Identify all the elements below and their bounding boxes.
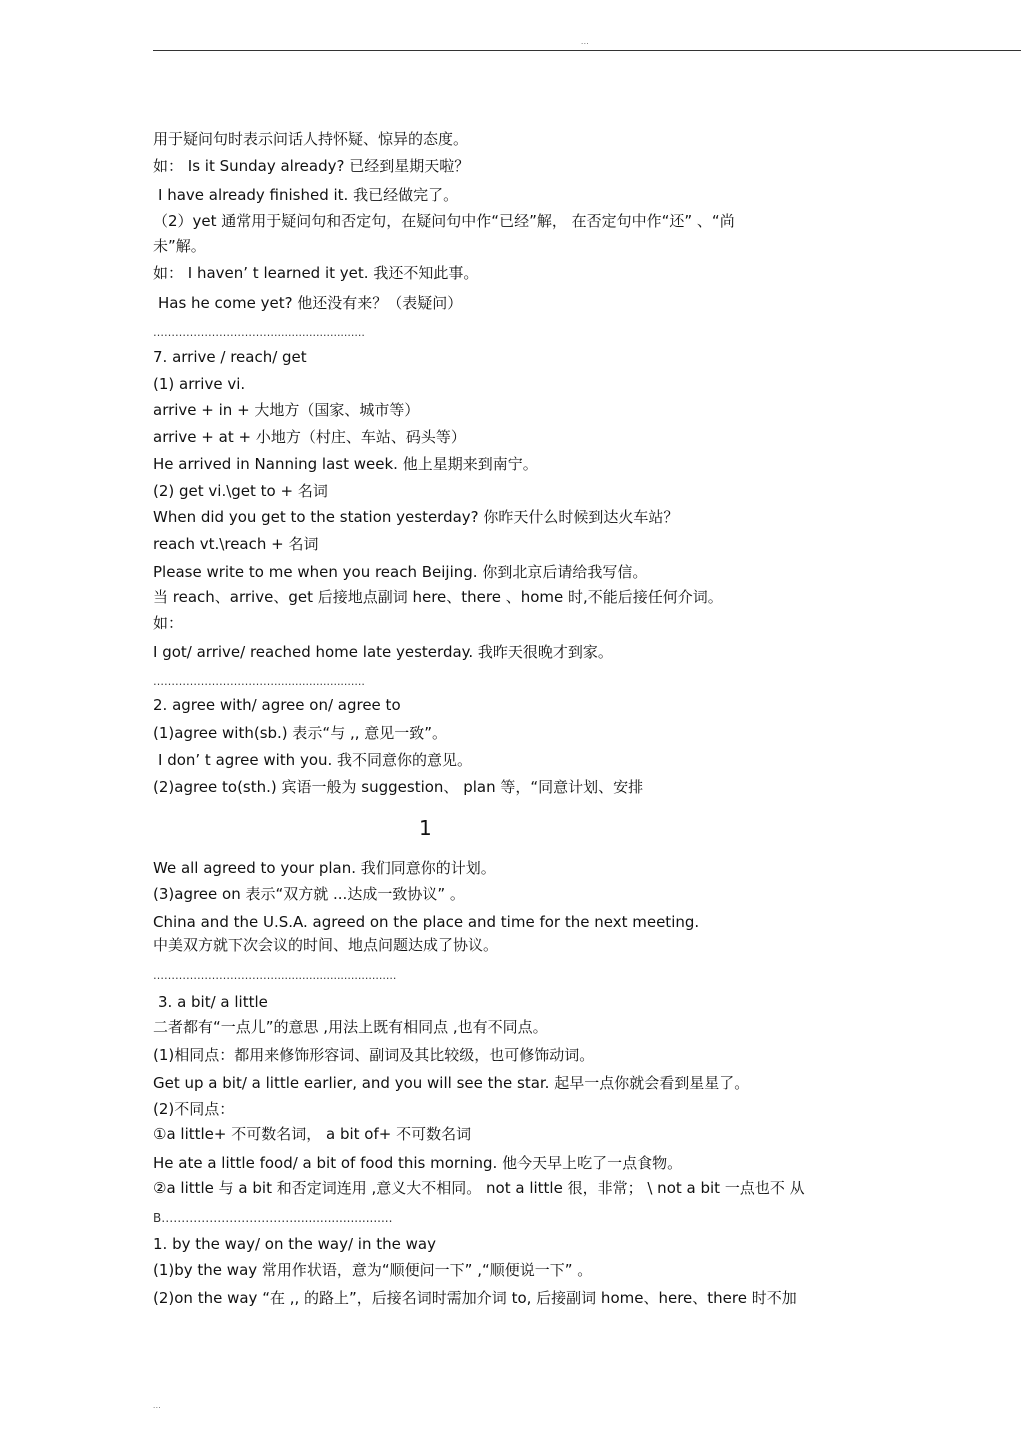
text-line: arrive + in + 大地方（国家、城市等） [153,401,420,419]
text-line: I got/ arrive/ reached home late yesterday. 我昨天很晚才到家。 [153,643,613,661]
text-line: We all agreed to your plan. 我们同意你的计划。 [153,859,496,877]
text-line: 如： Is it Sunday already? 已经到星期天啦？ [153,157,470,175]
text-line: (2)不同点： [153,1100,235,1118]
separator: …………………………….......................... [153,675,365,688]
text-line: (2)agree to(sth.) 宾语一般为 suggestion、 plan 等，“同意计划、安排 [153,778,644,796]
text-line: I have already finished it. 我已经做完了。 [158,186,459,204]
text-line: 当 reach、arrive、get 后接地点副词 here、there 、home 时,不能后接任何介词。 [153,588,723,606]
text-line: Has he come yet? 他还没有来？（表疑问） [158,294,463,312]
separator: …………………………….......................... [153,326,365,339]
header-rule [153,50,1021,51]
text-line: (2) get vi.\get to + 名词 [153,482,328,500]
text-line: 中美双方就下次会议的时间、地点问题达成了协议。 [153,936,499,954]
text-line: (2)on the way “在 ,, 的路上”，后接名词时需加介词 to, 后接副词 home、here、there 时不加 [153,1289,797,1307]
text-line: (1) arrive vi. [153,375,246,393]
text-line: ①a little+ 不可数名词， a bit of+ 不可数名词 [153,1125,472,1143]
text-line: 二者都有“一点儿”的意思 ,用法上既有相同点 ,也有不同点。 [153,1018,548,1036]
text-line: (1)by the way 常用作状语，意为“顺便问一下” ,“顺便说一下” 。 [153,1261,593,1279]
separator: B…………………………….......................... [153,1211,393,1225]
text-line: reach vt.\reach + 名词 [153,535,319,553]
text-line: 未”解。 [153,237,206,255]
text-line: He ate a little food/ a bit of food this morning. 他今天早上吃了一点食物。 [153,1154,683,1172]
text-line: He arrived in Nanning last week. 他上星期来到南宁。 [153,455,538,473]
header-dots: ... [581,38,590,46]
text-line: ②a little 与 a bit 和否定词连用 ,意义大不相同。 not a little 很，非常； \ not a bit 一点也不 从 [153,1179,805,1197]
separator: ……………………………................................... [153,969,397,982]
text-line: China and the U.S.A. agreed on the place and time for the next meeting. [153,913,700,931]
footer-dots: ... [153,1402,162,1410]
section-heading: 2. agree with/ agree on/ agree to [153,696,401,714]
section-heading: 7. arrive / reach/ get [153,348,307,366]
text-line: （2）yet 通常用于疑问句和否定句，在疑问句中作“已经”解， 在否定句中作“还” 、“尚 [153,212,735,230]
text-line: (1)相同点：都用来修饰形容词、副词及其比较级，也可修饰动词。 [153,1046,595,1064]
section-heading: 3. a bit/ a little [158,993,268,1011]
text-line: Get up a bit/ a little earlier, and you will see the star. 起早一点你就会看到星星了。 [153,1074,750,1092]
text-line: 用于疑问句时表示问话人持怀疑、惊异的态度。 [153,130,469,148]
text-line: I don’ t agree with you. 我不同意你的意见。 [158,751,473,769]
page-number: 1 [419,816,432,840]
text-line: 如： [153,614,184,632]
text-line: (3)agree on 表示“双方就 ...达成一致协议” 。 [153,885,465,903]
text-line: Please write to me when you reach Beijing. 你到北京后请给我写信。 [153,563,648,581]
text-line: 如： I haven’ t learned it yet. 我还不知此事。 [153,264,479,282]
text-line: When did you get to the station yesterday? 你昨天什么时候到达火车站？ [153,508,679,526]
text-line: arrive + at + 小地方（村庄、车站、码头等） [153,428,466,446]
text-line: (1)agree with(sb.) 表示“与 ,, 意见一致”。 [153,724,448,742]
section-heading: 1. by the way/ on the way/ in the way [153,1235,436,1253]
